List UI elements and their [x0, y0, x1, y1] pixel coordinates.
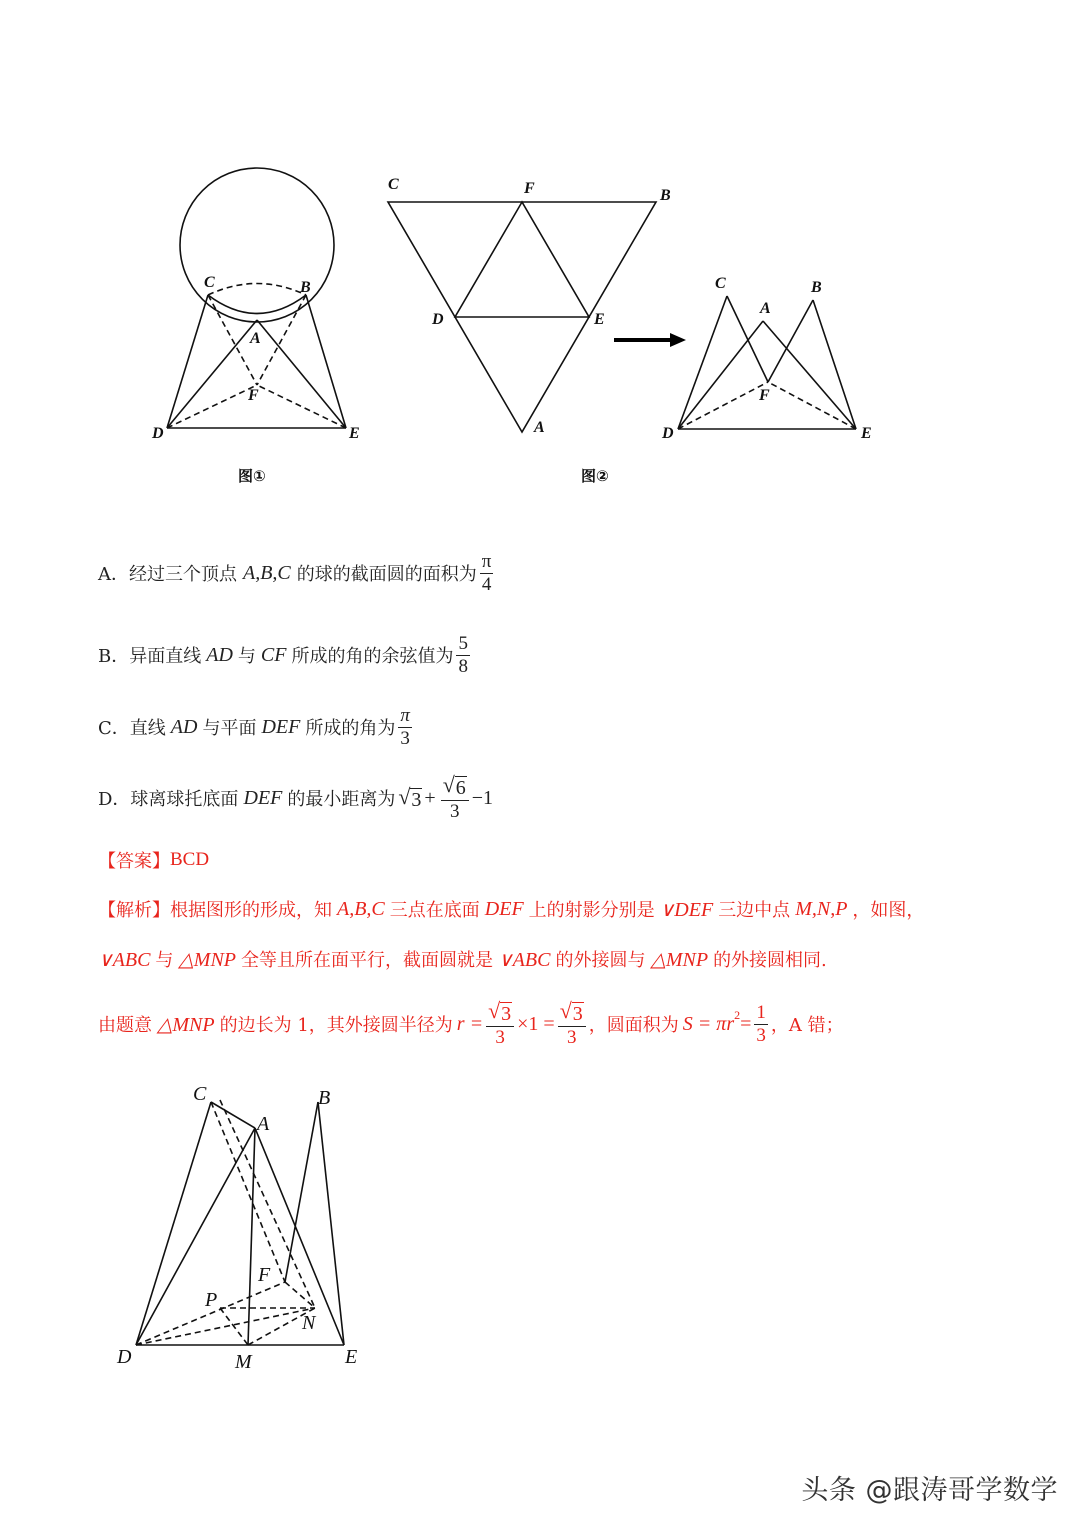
analysis-line-1: 【解析】 根据图形的形成，知 A,B,C 三点在底面 DEF 上的射影分别是 ∨DEF 三边中点 M,N,P ，如图， [98, 897, 925, 921]
analysis-line-2: ∨ABC 与 △MNP 全等且所在面平行，截面圆就是 ∨ABC 的外接圆与 △MNP 的外接圆相同. [98, 948, 827, 971]
fig3-label-f: F [258, 1264, 271, 1286]
fig2-label-c: C [388, 176, 399, 193]
fig3-label-p: P [205, 1289, 218, 1311]
figure-2-net-drawing [380, 190, 660, 440]
option-a-fraction: $\frac{\pi}{4}$ [481, 550, 492, 595]
radius-fraction-2: √ 3 3 [558, 1000, 586, 1048]
fig2-label-a: A [534, 419, 545, 436]
fig3-label-n: N [302, 1312, 316, 1334]
option-c: C．直线 AD 与平面 DEF 所成的角为 $\frac{\pi}{3}$ [98, 704, 410, 749]
fig2-label-d: D [432, 311, 444, 328]
fig2-caption: 图② [581, 467, 609, 485]
fig1-label-c: C [204, 274, 215, 291]
analysis-line-3: 由题意 △MNP 的边长为 1，其外接圆半径为 r = √ 3 3 ×1 = √ 3 3 ，圆面积为 S = πr $^2$ = $\frac{1}{3}$ ，A 错； [98, 998, 844, 1049]
fig3-label-c: C [193, 1083, 207, 1105]
option-c-fraction: $\frac{\pi}{3}$ [400, 704, 410, 749]
fig3-label-b: B [318, 1087, 331, 1109]
fig1-label-f: F [248, 387, 259, 404]
option-d-fraction: √ 6 3 [441, 774, 469, 822]
fig1-label-a: A [250, 330, 261, 347]
option-d: D．球离球托底面 DEF 的最小距离为 √ 3 + √ 6 3 −1 [98, 772, 494, 823]
fig1-label-b: B [300, 279, 311, 296]
fig2b-label-b: B [811, 279, 822, 296]
fig3-label-a: A [257, 1113, 270, 1135]
fig2-label-f: F [524, 180, 535, 197]
radius-fraction-1: √ 3 3 [486, 1000, 514, 1048]
fig2b-label-f: F [759, 387, 770, 404]
figure-1-drawing [140, 160, 380, 450]
fig3-label-d: D [117, 1346, 132, 1368]
answer-line: 【答案】 BCD [98, 849, 210, 872]
option-d-sqrt: √ 3 [398, 783, 422, 811]
fig2b-label-d: D [662, 425, 674, 442]
option-a: A．经过三个顶点 A,B,C 的球的截面圆的面积为 $\frac{\pi}{4}$ [98, 550, 492, 595]
option-b: B．异面直线 AD 与 CF 所成的角的余弦值为 $\frac{5}{8}$ [98, 632, 468, 677]
option-b-fraction: $\frac{5}{8}$ [458, 632, 468, 677]
fig2-label-e: E [594, 311, 605, 328]
fig2b-label-a: A [760, 300, 771, 317]
fig1-label-e: E [349, 425, 360, 442]
watermark-text: 头条 @跟涛哥学数学 [801, 1475, 1058, 1506]
fig1-caption: 图① [238, 467, 266, 485]
fig2b-label-c: C [715, 275, 726, 292]
area-fraction: $\frac{1}{3}$ [756, 1001, 766, 1046]
fig3-label-e: E [345, 1346, 358, 1368]
fig3-label-m: M [235, 1351, 252, 1373]
fig1-label-d: D [152, 425, 164, 442]
fig2-label-b: B [660, 187, 671, 204]
fig2b-label-e: E [861, 425, 872, 442]
figure-3-drawing [120, 1090, 360, 1370]
